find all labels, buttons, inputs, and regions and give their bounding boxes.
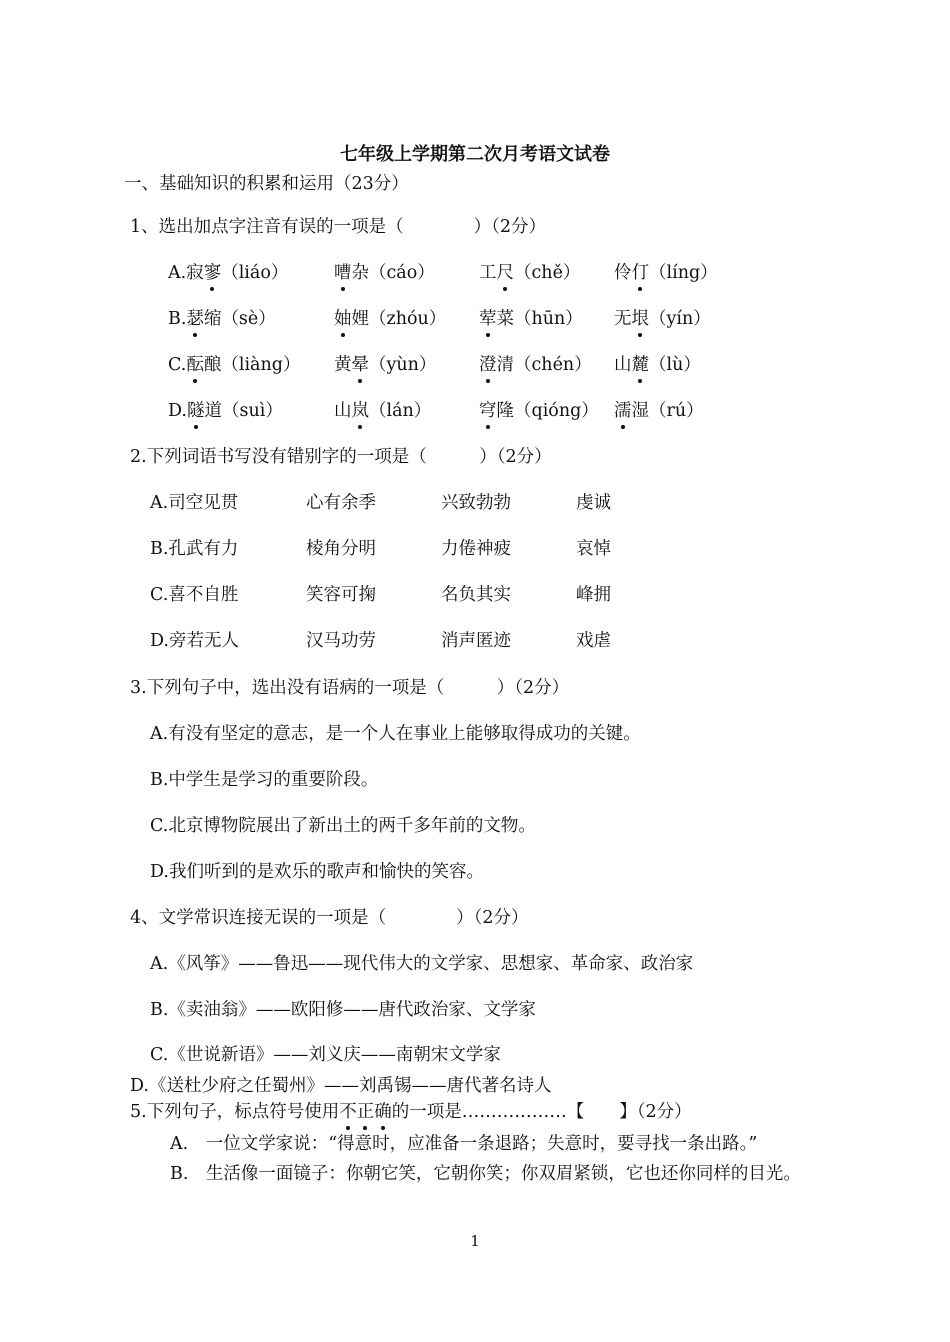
question-2-option-word: 力倦神疲 [441,539,511,559]
question-1-option-cell [614,307,711,331]
question-1-option-cell [479,353,592,377]
option-word-part: 湿 [631,401,649,421]
option-pinyin: （qióng） [514,401,599,421]
option-pinyin: （cáo） [369,263,435,283]
option-word-part: 酿 [203,355,222,375]
section-heading: 一、基础知识的积累和运用（23分） [124,174,409,194]
page-number: 1 [470,1232,480,1250]
question-2-option-word: 哀悼 [576,539,611,559]
question-3-option-a: A.有没有坚定的意志，是一个人在事业上能够取得成功的关键。 [150,724,641,744]
question-1-option-cell [479,307,583,331]
emphasis-char: 寥 [203,263,222,283]
option-word-part: 缩 [203,309,222,329]
emphasis-char: 确 [374,1102,392,1122]
question-1-option-cell [334,353,436,377]
question-1-option-cell [168,261,288,285]
question-4-stem: 4、文学常识连接无误的一项是（ ）（2分） [130,908,529,928]
emphasis-char: 尺 [496,263,514,283]
question-2-option-word: 棱角分明 [306,539,376,559]
option-pinyin: （chě） [514,263,581,283]
emphasis-char: 不 [339,1102,357,1122]
question-1-option-cell [614,399,704,423]
question-4-option-c: C.《世说新语》——刘义庆——南朝宋文学家 [150,1045,501,1065]
question-1-option-cell [168,353,300,377]
question-1-option-cell [479,261,580,285]
option-word-part: 清 [496,355,514,375]
question-2-option-word: 戏虐 [576,631,611,651]
emphasis-char: 垠 [631,309,649,329]
option-label: A. [168,263,187,283]
question-5-stem [130,1100,692,1124]
option-word-part: 工 [479,263,497,283]
emphasis-char: 岚 [351,401,369,421]
question-1-stem: 1、选出加点字注音有误的一项是（ ）（2分） [130,217,547,237]
question-2-option-word: 虔诚 [576,493,611,513]
option-word-part: 道 [204,401,222,421]
question-1-option-cell [168,399,283,423]
question-1-option-cell [168,307,276,331]
emphasis-char: 麓 [631,355,649,375]
option-pinyin: （chén） [514,355,592,375]
question-4-option-d: D.《送杜少府之任蜀州》——刘禹锡——唐代著名诗人 [130,1076,552,1096]
question-1-option-cell [479,399,599,423]
option-pinyin: （sè） [221,309,276,329]
option-word-part: 杂 [351,263,369,283]
option-pinyin: （rú） [649,401,704,421]
option-word-part: 菜 [496,309,514,329]
emphasis-char: 澄 [479,355,497,375]
option-word-part: 山 [334,401,352,421]
emphasis-char: 瑟 [186,309,204,329]
question-2-option-word: 峰拥 [576,585,611,605]
emphasis-char: 穹 [479,401,497,421]
question-2-option-word: 名负其实 [441,585,511,605]
emphasis-char: 晕 [351,355,369,375]
emphasis-char: 隧 [186,401,205,421]
question-2-option-word: C.喜不自胜 [150,585,239,605]
option-pinyin: （liàng） [221,355,301,375]
question-3-option-d: D.我们听到的是欢乐的歌声和愉快的笑容。 [150,862,484,882]
emphasis-char: 正 [356,1102,375,1122]
emphasis-char: 嘈 [334,263,352,283]
question-3-stem: 3.下列句子中，选出没有语病的一项是（ ）（2分） [130,678,570,698]
emphasis-char: 荤 [479,309,497,329]
option-label: D. [168,401,187,421]
question-1-option-cell [334,307,446,331]
question-2-option-word: 汉马功劳 [306,631,376,651]
question-1-option-cell [334,261,435,285]
emphasis-char: 妯 [334,309,352,329]
emphasis-char: 酝 [186,355,204,375]
question-1-option-cell [334,399,431,423]
option-word-part: 黄 [334,355,352,375]
question-4-option-b: B.《卖油翁》——欧阳修——唐代政治家、文学家 [150,1000,536,1020]
question-2-option-word: D.旁若无人 [150,631,239,651]
option-word-part: 娌 [351,309,369,329]
option-pinyin: （lán） [369,401,432,421]
option-word-part: 隆 [496,401,514,421]
option-word-part: 无 [614,309,632,329]
option-word-part: 寂 [186,263,204,283]
question-5-option-a: A. 一位文学家说：“得意时，应准备一条退路；失意时，要寻找一条出路。” [170,1134,758,1154]
option-pinyin: （lù） [649,355,701,375]
option-pinyin: （líng） [649,263,718,283]
emphasis-char: 仃 [631,263,649,283]
question-4-option-a: A.《风筝》——鲁迅——现代伟大的文学家、思想家、革命家、政治家 [150,954,694,974]
option-pinyin: （yín） [649,309,711,329]
question-5-option-b: B. 生活像一面镜子：你朝它笑，它朝你笑；你双眉紧锁，它也还你同样的目光。 [170,1164,801,1184]
option-word-part: 山 [614,355,632,375]
option-pinyin: （yùn） [369,355,437,375]
option-pinyin: （liáo） [221,263,289,283]
option-word-part: 伶 [614,263,632,283]
question-2-option-word: A.司空见贯 [150,493,239,513]
exam-title: 七年级上学期第二次月考语文试卷 [340,144,610,165]
question-2-option-word: 兴致勃勃 [441,493,511,513]
option-label: C. [168,355,187,375]
emphasis-char: 濡 [614,401,632,421]
question-2-option-word: B.孔武有力 [150,539,239,559]
question-2-option-word: 笑容可掬 [306,585,376,605]
question-3-option-b: B.中学生是学习的重要阶段。 [150,770,379,790]
question-1-option-cell [614,261,718,285]
question-5-stem-end: 的一项是………………【 】（2分） [391,1102,692,1122]
question-1-option-cell [614,353,701,377]
option-pinyin: （zhóu） [369,309,447,329]
option-pinyin: （suì） [221,401,283,421]
option-label: B. [168,309,187,329]
question-3-option-c: C.北京博物院展出了新出土的两千多年前的文物。 [150,816,536,836]
question-2-option-word: 消声匿迹 [441,631,511,651]
question-2-stem: 2.下列词语书写没有错别字的一项是（ ）（2分） [130,447,552,467]
option-pinyin: （hūn） [514,309,583,329]
question-2-option-word: 心有余季 [306,493,376,513]
question-5-stem-start: 5.下列句子，标点符号使用 [130,1102,340,1122]
